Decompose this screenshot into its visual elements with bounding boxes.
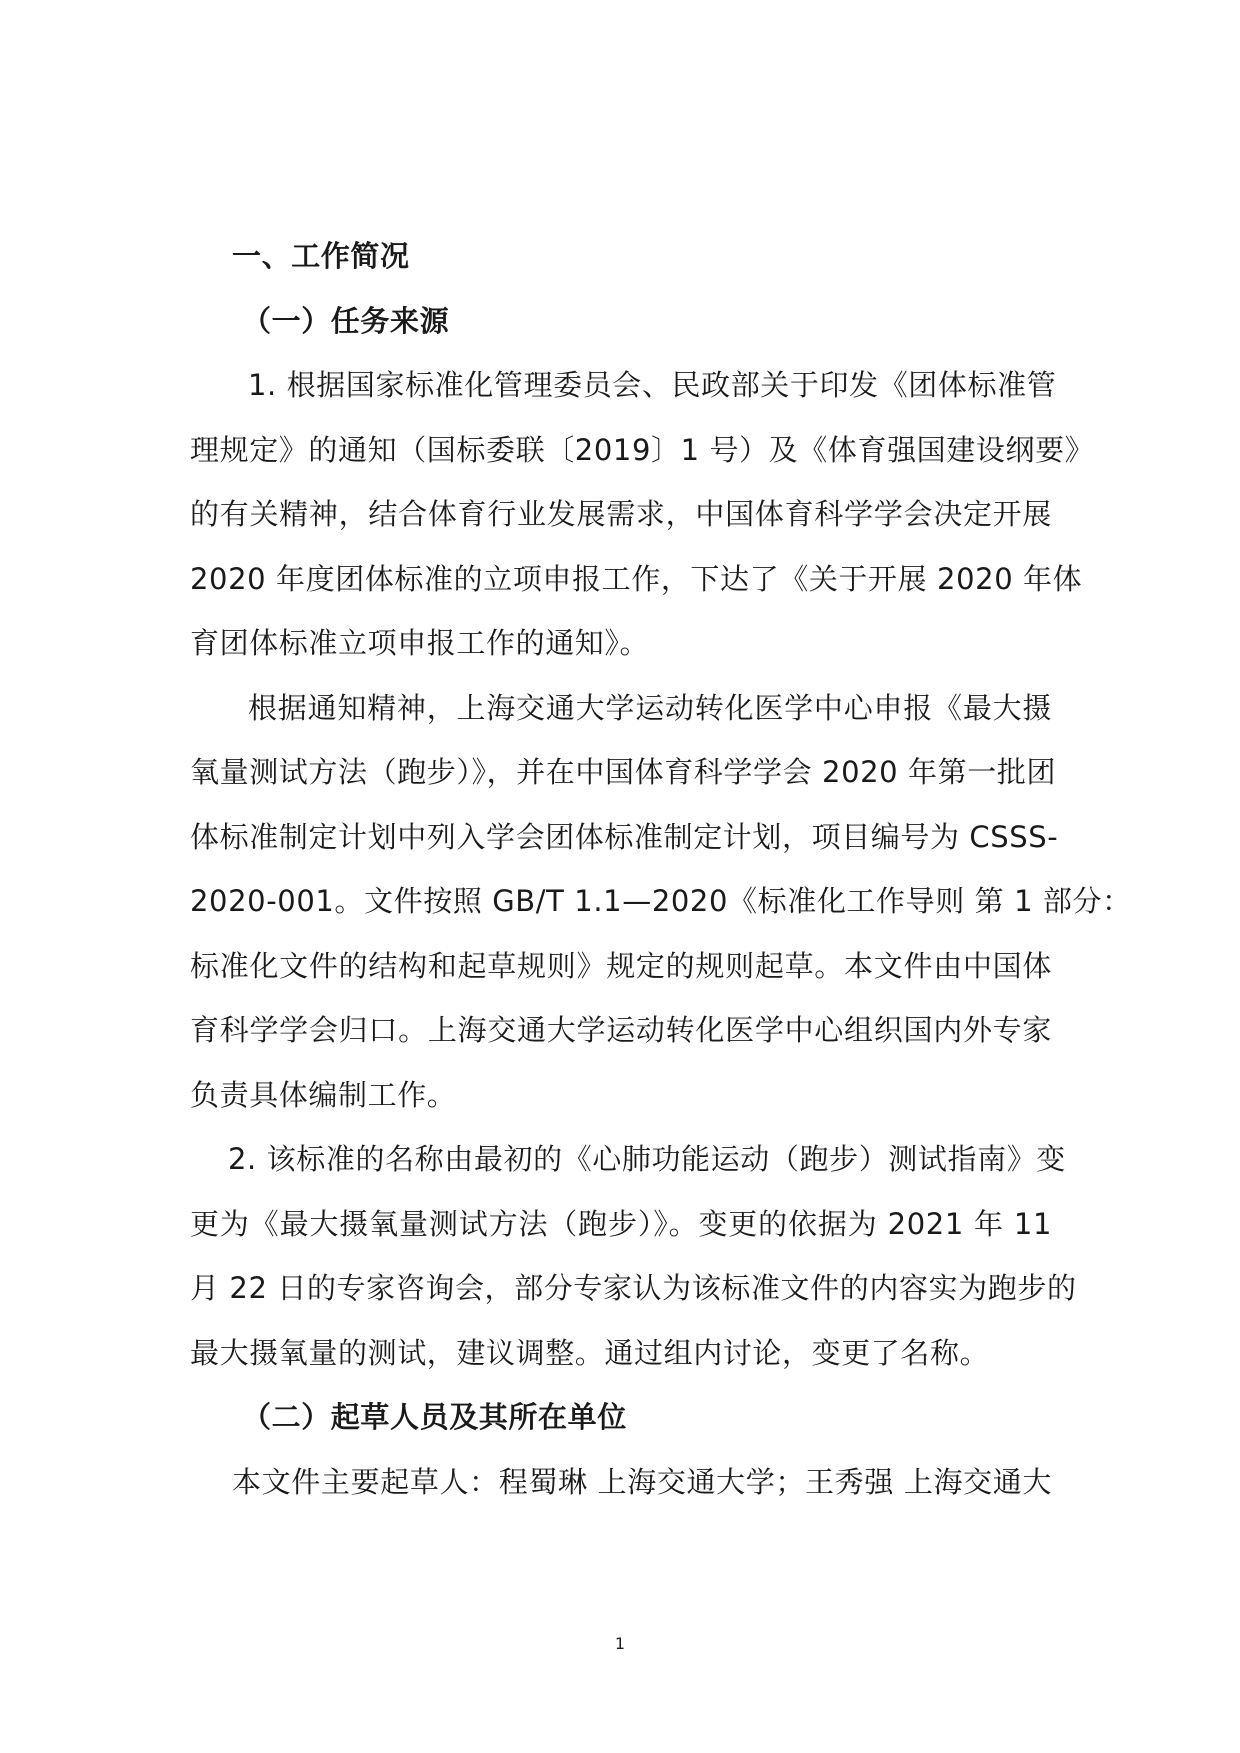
- paragraph-line: 育科学学会归口。上海交通大学运动转化医学中心组织国内外专家: [190, 1013, 1052, 1047]
- paragraph-task-source-1: [190, 353, 1095, 676]
- paragraph-line: 2020-001。文件按照 GB/T 1.1—2020《标准化工作导则 第 1 部分：: [190, 884, 1132, 918]
- paragraph-line: 月 22 日的专家咨询会，部分专家认为该标准文件的内容实为跑步的: [190, 1271, 1077, 1305]
- paragraph-line: 1. 根据国家标准化管理委员会、民政部关于印发《团体标准管: [248, 368, 1057, 402]
- paragraph-line: 理规定》的通知（国标委联〔2019〕1 号）及《体育强国建设纲要》: [190, 432, 1095, 467]
- paragraph-line: 氧量测试方法（跑步）》，并在中国体育科学学会 2020 年第一批团: [190, 755, 1057, 789]
- paragraph-name-change: [190, 1127, 1077, 1385]
- subsection-heading-drafters: （二）起草人员及其所在单位: [242, 1400, 627, 1434]
- section-heading-1: 一、工作简况: [232, 239, 410, 273]
- subsection-heading-task-source: （一）任务来源: [242, 303, 450, 338]
- paragraph-line: 本文件主要起草人：程蜀琳 上海交通大学；王秀强 上海交通大: [232, 1464, 1052, 1499]
- paragraph-line: 体标准制定计划中列入学会团体标准制定计划，项目编号为 CSSS-: [190, 819, 1059, 854]
- paragraph-task-source-2: [190, 676, 1132, 1128]
- paragraph-drafters: [190, 1450, 1052, 1515]
- paragraph-line: 最大摄氧量的测试，建议调整。通过组内讨论，变更了名称。: [190, 1335, 990, 1370]
- paragraph-line: 标准化文件的结构和起草规则》规定的规则起草。本文件由中国体: [190, 948, 1052, 983]
- document-body: [190, 224, 1132, 1514]
- paragraph-line: 的有关精神，结合体育行业发展需求，中国体育科学学会决定开展: [190, 497, 1052, 531]
- page-number: 1: [614, 1634, 626, 1653]
- paragraph-line: 2. 该标准的名称由最初的《心肺功能运动（跑步）测试指南》变: [228, 1142, 1066, 1176]
- paragraph-line: 根据通知精神，上海交通大学运动转化医学中心申报《最大摄: [248, 690, 1052, 725]
- paragraph-line: 2020 年度团体标准的立项申报工作，下达了《关于开展 2020 年体: [190, 561, 1083, 596]
- paragraph-line: 负责具体编制工作。: [190, 1077, 457, 1112]
- paragraph-line: 更为《最大摄氧量测试方法（跑步）》。变更的依据为 2021 年 11: [190, 1206, 1052, 1241]
- paragraph-line: 育团体标准立项申报工作的通知》。: [190, 626, 650, 660]
